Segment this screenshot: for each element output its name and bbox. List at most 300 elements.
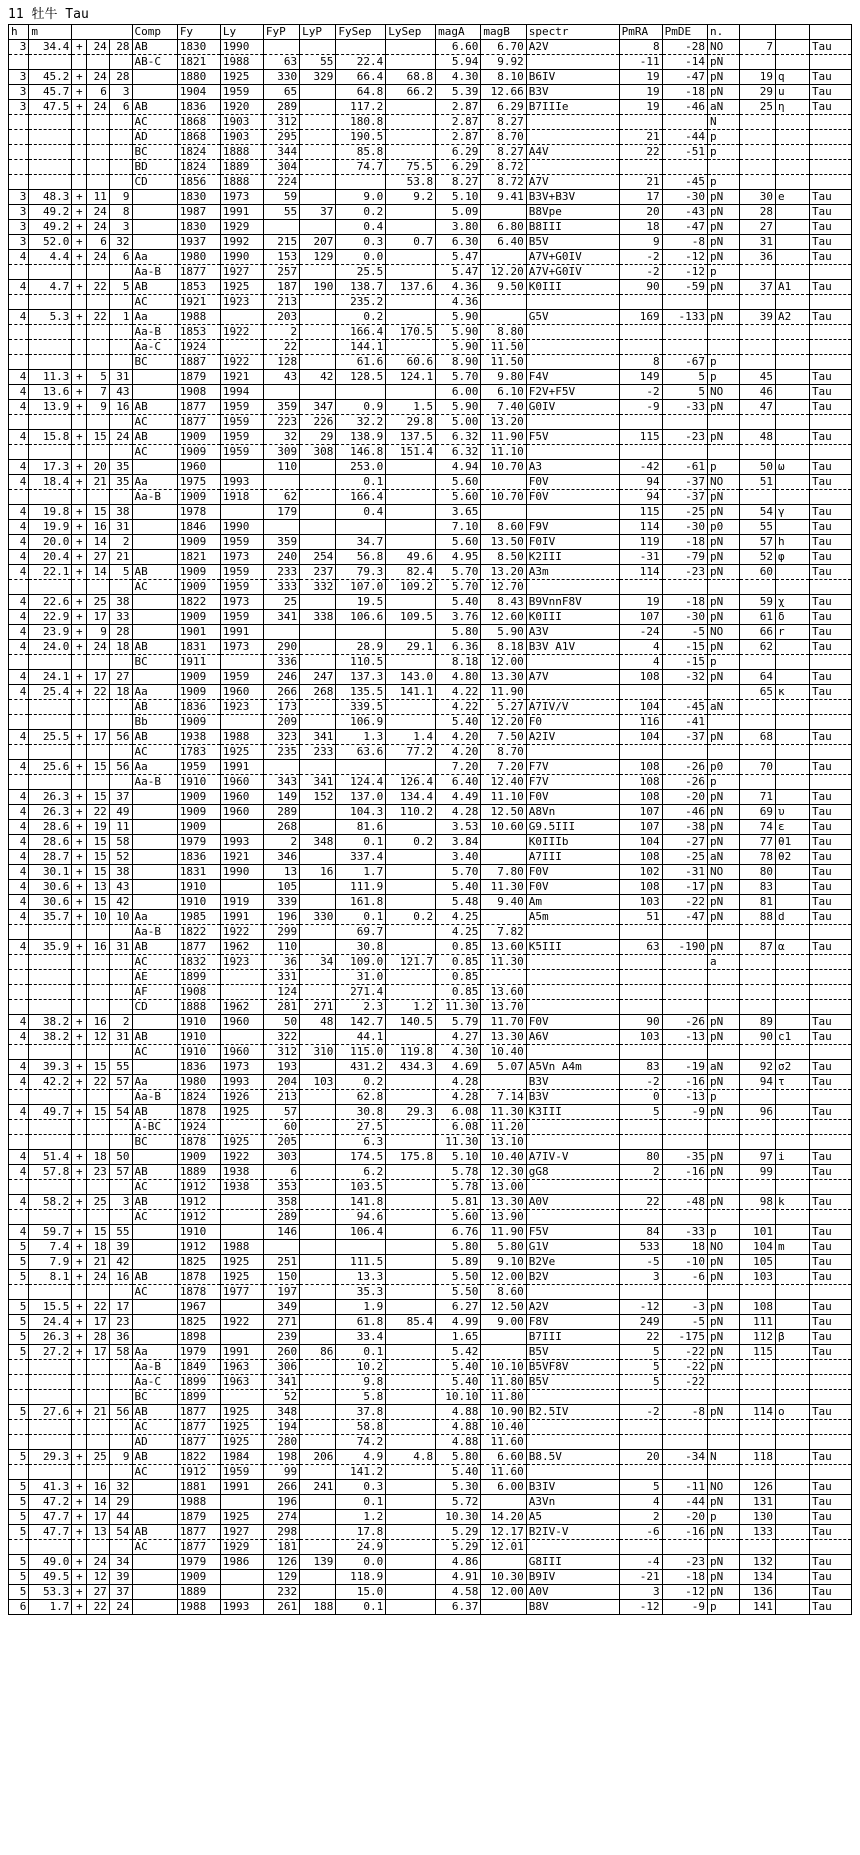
cell-magb: 13.10	[481, 1135, 526, 1150]
cell-fysep: 103.5	[336, 1180, 386, 1195]
cell-dec-min: 8	[109, 205, 132, 220]
cell-lysep	[386, 1120, 436, 1135]
cell-h: 3	[9, 235, 29, 250]
cell-pmde: -51	[662, 145, 707, 160]
cell-lysep	[386, 1180, 436, 1195]
cell-fyp: 322	[263, 1030, 299, 1045]
cell-h	[9, 745, 29, 760]
cell-fy: 1924	[177, 340, 220, 355]
cell-magb: 5.07	[481, 1060, 526, 1075]
cell-spectr: F2V+F5V	[526, 385, 619, 400]
cell-bayer	[775, 1000, 809, 1015]
cell-magb	[481, 1345, 526, 1360]
cell-comp: AB	[132, 1525, 177, 1540]
table-row	[9, 385, 852, 400]
cell-spectr: B2.5IV	[526, 1405, 619, 1420]
cell-lyp	[300, 265, 336, 280]
cell-bayer	[775, 1375, 809, 1390]
cell-fy: 1988	[177, 1495, 220, 1510]
cell-pmra	[619, 1390, 662, 1405]
cell-spectr: A5m	[526, 910, 619, 925]
cell-lyp	[300, 115, 336, 130]
cell-dec-min: 24	[109, 1600, 132, 1615]
cell-pmra	[619, 1045, 662, 1060]
cell-bayer: σ2	[775, 1060, 809, 1075]
cell-m	[29, 1390, 72, 1405]
cell-bayer	[775, 490, 809, 505]
cell-pmde: -46	[662, 805, 707, 820]
cell-magb: 11.50	[481, 340, 526, 355]
cell-comp: AC	[132, 1285, 177, 1300]
cell-fy: 1836	[177, 700, 220, 715]
cell-bayer	[775, 1390, 809, 1405]
cell-spectr	[526, 130, 619, 145]
cell-constellation: Tau	[809, 1570, 851, 1585]
cell-sign: +	[72, 370, 87, 385]
cell-ly: 1973	[220, 640, 263, 655]
cell-magb: 9.00	[481, 1315, 526, 1330]
cell-fysep: 9.0	[336, 190, 386, 205]
cell-magb: 10.70	[481, 460, 526, 475]
cell-bayer	[775, 1420, 809, 1435]
cell-ly: 1923	[220, 295, 263, 310]
cell-sign: +	[72, 625, 87, 640]
cell-lyp: 341	[300, 775, 336, 790]
cell-lysep	[386, 1555, 436, 1570]
cell-dec-deg: 15	[87, 835, 110, 850]
cell-dec-min: 6	[109, 250, 132, 265]
cell-sign: +	[72, 1345, 87, 1360]
cell-constellation: Tau	[809, 760, 851, 775]
cell-pmra: 108	[619, 775, 662, 790]
cell-bayer	[775, 760, 809, 775]
cell-fyp	[263, 520, 299, 535]
cell-dec-min: 2	[109, 1015, 132, 1030]
cell-spectr: B7III	[526, 1330, 619, 1345]
cell-ly	[220, 310, 263, 325]
cell-fysep	[336, 175, 386, 190]
cell-pmra	[619, 1135, 662, 1150]
cell-fyp: 304	[263, 160, 299, 175]
cell-lyp	[300, 1225, 336, 1240]
cell-bayer	[775, 715, 809, 730]
cell-ly: 1963	[220, 1375, 263, 1390]
cell-constellation: Tau	[809, 1330, 851, 1345]
cell-fysep: 74.7	[336, 160, 386, 175]
cell-pmra: 8	[619, 40, 662, 55]
cell-h: 4	[9, 685, 29, 700]
cell-dec-min	[109, 955, 132, 970]
cell-dec-deg: 22	[87, 1300, 110, 1315]
cell-flamsteed: 19	[739, 70, 775, 85]
cell-m	[29, 1420, 72, 1435]
cell-pmra	[619, 1420, 662, 1435]
cell-h	[9, 265, 29, 280]
cell-h: 4	[9, 520, 29, 535]
cell-m: 34.4	[29, 40, 72, 55]
table-row	[9, 835, 852, 850]
cell-ly: 1973	[220, 190, 263, 205]
cell-h: 4	[9, 670, 29, 685]
cell-ly: 1921	[220, 370, 263, 385]
cell-n: p	[707, 775, 739, 790]
table-row	[9, 160, 852, 175]
cell-dec-min: 49	[109, 805, 132, 820]
cell-m	[29, 655, 72, 670]
cell-magb: 13.30	[481, 1030, 526, 1045]
cell-spectr: A8Vn	[526, 805, 619, 820]
cell-pmde: -30	[662, 190, 707, 205]
cell-constellation: Tau	[809, 535, 851, 550]
cell-fyp	[263, 220, 299, 235]
cell-flamsteed: 90	[739, 1030, 775, 1045]
cell-ly: 1973	[220, 550, 263, 565]
cell-lyp	[300, 475, 336, 490]
cell-sign: +	[72, 880, 87, 895]
cell-m: 27.2	[29, 1345, 72, 1360]
cell-dec-deg	[87, 160, 110, 175]
cell-fysep: 137.3	[336, 670, 386, 685]
table-row	[9, 850, 852, 865]
cell-dec-deg: 24	[87, 1270, 110, 1285]
cell-pmra: 83	[619, 1060, 662, 1075]
cell-magb: 12.70	[481, 580, 526, 595]
cell-h: 4	[9, 250, 29, 265]
cell-h: 5	[9, 1240, 29, 1255]
cell-fy: 1909	[177, 580, 220, 595]
cell-lysep: 121.7	[386, 955, 436, 970]
cell-lysep: 119.8	[386, 1045, 436, 1060]
cell-m	[29, 925, 72, 940]
cell-lyp	[300, 970, 336, 985]
cell-spectr: G5V	[526, 310, 619, 325]
cell-dec-min: 11	[109, 820, 132, 835]
cell-n: p	[707, 130, 739, 145]
cell-dec-deg: 17	[87, 1315, 110, 1330]
cell-h	[9, 175, 29, 190]
cell-fyp: 281	[263, 1000, 299, 1015]
cell-dec-deg	[87, 415, 110, 430]
cell-fy: 1877	[177, 940, 220, 955]
cell-flamsteed	[739, 55, 775, 70]
cell-h: 4	[9, 385, 29, 400]
cell-fyp: 299	[263, 925, 299, 940]
cell-pmra	[619, 160, 662, 175]
cell-bayer: i	[775, 1150, 809, 1165]
cell-fyp: 233	[263, 565, 299, 580]
cell-m: 30.1	[29, 865, 72, 880]
cell-h: 4	[9, 1060, 29, 1075]
cell-n	[707, 160, 739, 175]
cell-comp	[132, 610, 177, 625]
cell-maga: 5.10	[436, 1150, 481, 1165]
cell-magb: 8.18	[481, 640, 526, 655]
col-magb: magB	[481, 25, 526, 40]
cell-lyp: 48	[300, 1015, 336, 1030]
cell-sign: +	[72, 940, 87, 955]
cell-lysep: 9.2	[386, 190, 436, 205]
cell-bayer: A1	[775, 280, 809, 295]
cell-lysep	[386, 985, 436, 1000]
cell-fyp: 13	[263, 865, 299, 880]
cell-sign: +	[72, 235, 87, 250]
cell-constellation: Tau	[809, 1555, 851, 1570]
cell-pmra: 3	[619, 1585, 662, 1600]
table-row	[9, 730, 852, 745]
cell-lysep: 137.6	[386, 280, 436, 295]
cell-spectr	[526, 295, 619, 310]
cell-comp	[132, 1015, 177, 1030]
cell-m: 24.4	[29, 1315, 72, 1330]
cell-comp: AB	[132, 400, 177, 415]
cell-pmde: -9	[662, 1105, 707, 1120]
cell-constellation: Tau	[809, 1315, 851, 1330]
cell-sign	[72, 325, 87, 340]
cell-constellation	[809, 715, 851, 730]
cell-pmde	[662, 415, 707, 430]
cell-n	[707, 580, 739, 595]
cell-pmra: 19	[619, 85, 662, 100]
cell-pmra: 9	[619, 235, 662, 250]
cell-m	[29, 955, 72, 970]
cell-fysep: 141.8	[336, 1195, 386, 1210]
cell-sign: +	[72, 1075, 87, 1090]
cell-pmra: 4	[619, 655, 662, 670]
cell-ly: 1960	[220, 805, 263, 820]
cell-bayer	[775, 1465, 809, 1480]
cell-constellation: Tau	[809, 520, 851, 535]
cell-lyp: 16	[300, 865, 336, 880]
cell-fyp: 187	[263, 280, 299, 295]
cell-sign: +	[72, 1105, 87, 1120]
cell-dec-min	[109, 55, 132, 70]
cell-lysep	[386, 475, 436, 490]
cell-sign: +	[72, 220, 87, 235]
cell-flamsteed: 29	[739, 85, 775, 100]
cell-fy: 1910	[177, 1030, 220, 1045]
cell-fyp: 257	[263, 265, 299, 280]
cell-ly: 1929	[220, 220, 263, 235]
cell-maga: 4.88	[436, 1405, 481, 1420]
cell-fysep: 0.1	[336, 835, 386, 850]
cell-comp: AD	[132, 1435, 177, 1450]
cell-m	[29, 325, 72, 340]
cell-h	[9, 1000, 29, 1015]
cell-constellation: Tau	[809, 910, 851, 925]
cell-n: NO	[707, 1480, 739, 1495]
cell-h	[9, 340, 29, 355]
cell-fysep: 44.1	[336, 1030, 386, 1045]
cell-h: 4	[9, 280, 29, 295]
cell-fyp: 196	[263, 1495, 299, 1510]
cell-ly	[220, 460, 263, 475]
cell-n: p	[707, 265, 739, 280]
cell-constellation	[809, 745, 851, 760]
cell-fysep: 30.8	[336, 940, 386, 955]
cell-spectr: F7V	[526, 775, 619, 790]
cell-comp	[132, 865, 177, 880]
cell-h	[9, 145, 29, 160]
cell-m: 30.6	[29, 880, 72, 895]
cell-constellation: Tau	[809, 1600, 851, 1615]
cell-maga: 5.29	[436, 1525, 481, 1540]
cell-constellation: Tau	[809, 880, 851, 895]
cell-lyp	[300, 1300, 336, 1315]
cell-comp: AF	[132, 985, 177, 1000]
cell-constellation: Tau	[809, 1030, 851, 1045]
cell-fysep: 0.9	[336, 400, 386, 415]
cell-m: 15.5	[29, 1300, 72, 1315]
cell-comp	[132, 370, 177, 385]
cell-dec-deg: 22	[87, 805, 110, 820]
cell-spectr	[526, 955, 619, 970]
cell-fysep: 1.2	[336, 1510, 386, 1525]
cell-spectr	[526, 1285, 619, 1300]
cell-lyp	[300, 1270, 336, 1285]
cell-fysep: 174.5	[336, 1150, 386, 1165]
cell-lysep	[386, 1075, 436, 1090]
cell-m: 57.8	[29, 1165, 72, 1180]
cell-bayer: ω	[775, 460, 809, 475]
cell-pmde	[662, 1000, 707, 1015]
cell-fysep: 24.9	[336, 1540, 386, 1555]
cell-fysep: 138.9	[336, 430, 386, 445]
cell-pmra	[619, 1210, 662, 1225]
cell-fyp: 266	[263, 685, 299, 700]
table-row	[9, 670, 852, 685]
cell-sign: +	[72, 85, 87, 100]
cell-bayer	[775, 985, 809, 1000]
cell-pmra: 114	[619, 520, 662, 535]
cell-fysep: 85.8	[336, 145, 386, 160]
cell-comp: Aa	[132, 310, 177, 325]
cell-ly: 1959	[220, 400, 263, 415]
cell-lysep: 434.3	[386, 1060, 436, 1075]
cell-fy: 1912	[177, 1180, 220, 1195]
cell-spectr	[526, 445, 619, 460]
cell-m: 13.9	[29, 400, 72, 415]
cell-pmde: -5	[662, 1315, 707, 1330]
cell-maga: 5.00	[436, 415, 481, 430]
cell-constellation: Tau	[809, 1450, 851, 1465]
cell-dec-deg	[87, 1360, 110, 1375]
cell-constellation: Tau	[809, 1405, 851, 1420]
cell-lyp	[300, 1360, 336, 1375]
cell-maga: 5.72	[436, 1495, 481, 1510]
cell-fysep: 161.8	[336, 895, 386, 910]
cell-magb	[481, 310, 526, 325]
cell-spectr: A3m	[526, 565, 619, 580]
cell-fyp: 153	[263, 250, 299, 265]
cell-dec-min: 9	[109, 190, 132, 205]
cell-bayer: A2	[775, 310, 809, 325]
table-row	[9, 715, 852, 730]
cell-lysep: 151.4	[386, 445, 436, 460]
cell-flamsteed: 89	[739, 1015, 775, 1030]
cell-fysep: 28.9	[336, 640, 386, 655]
table-row	[9, 1090, 852, 1105]
cell-sign	[72, 715, 87, 730]
cell-dec-deg: 24	[87, 40, 110, 55]
cell-fy: 1911	[177, 655, 220, 670]
cell-constellation: Tau	[809, 595, 851, 610]
cell-pmde: -48	[662, 1195, 707, 1210]
cell-fysep: 106.4	[336, 1225, 386, 1240]
cell-bayer	[775, 220, 809, 235]
cell-lysep	[386, 1240, 436, 1255]
cell-magb: 9.50	[481, 280, 526, 295]
cell-flamsteed: 36	[739, 250, 775, 265]
cell-lyp: 348	[300, 835, 336, 850]
cell-h: 4	[9, 610, 29, 625]
cell-fy: 1877	[177, 1420, 220, 1435]
cell-comp: AB	[132, 1195, 177, 1210]
cell-magb: 13.90	[481, 1210, 526, 1225]
cell-dec-min	[109, 160, 132, 175]
cell-fysep: 0.2	[336, 1075, 386, 1090]
cell-flamsteed	[739, 715, 775, 730]
cell-spectr	[526, 115, 619, 130]
cell-constellation: Tau	[809, 250, 851, 265]
cell-h: 4	[9, 535, 29, 550]
cell-lysep	[386, 1375, 436, 1390]
cell-maga: 4.25	[436, 925, 481, 940]
cell-constellation	[809, 1210, 851, 1225]
cell-spectr: B3IV	[526, 1480, 619, 1495]
cell-magb	[481, 1330, 526, 1345]
table-row	[9, 490, 852, 505]
cell-flamsteed: 111	[739, 1315, 775, 1330]
cell-pmde: -12	[662, 250, 707, 265]
cell-fyp: 339	[263, 895, 299, 910]
cell-flamsteed: 97	[739, 1150, 775, 1165]
cell-bayer	[775, 655, 809, 670]
cell-ly: 1959	[220, 430, 263, 445]
cell-pmra: 116	[619, 715, 662, 730]
cell-pmde: -45	[662, 700, 707, 715]
cell-dec-deg	[87, 115, 110, 130]
cell-lyp	[300, 1540, 336, 1555]
col-h: h	[9, 25, 29, 40]
cell-n: pN	[707, 250, 739, 265]
cell-m	[29, 700, 72, 715]
cell-h: 5	[9, 1555, 29, 1570]
cell-lyp: 206	[300, 1450, 336, 1465]
cell-n	[707, 1180, 739, 1195]
cell-magb: 8.10	[481, 70, 526, 85]
cell-lysep: 141.1	[386, 685, 436, 700]
cell-maga: 4.28	[436, 1090, 481, 1105]
cell-comp: Aa	[132, 760, 177, 775]
cell-fysep: 0.0	[336, 250, 386, 265]
cell-fy: 1909	[177, 790, 220, 805]
cell-sign: +	[72, 70, 87, 85]
cell-lyp: 207	[300, 235, 336, 250]
cell-sign	[72, 745, 87, 760]
cell-constellation: Tau	[809, 1270, 851, 1285]
cell-sign: +	[72, 550, 87, 565]
cell-sign: +	[72, 1225, 87, 1240]
cell-n	[707, 970, 739, 985]
cell-fy: 1909	[177, 1150, 220, 1165]
cell-flamsteed	[739, 1120, 775, 1135]
cell-magb: 12.00	[481, 655, 526, 670]
cell-maga: 5.90	[436, 400, 481, 415]
cell-flamsteed	[739, 1540, 775, 1555]
cell-ly: 1959	[220, 1465, 263, 1480]
cell-sign	[72, 1540, 87, 1555]
cell-sign: +	[72, 400, 87, 415]
